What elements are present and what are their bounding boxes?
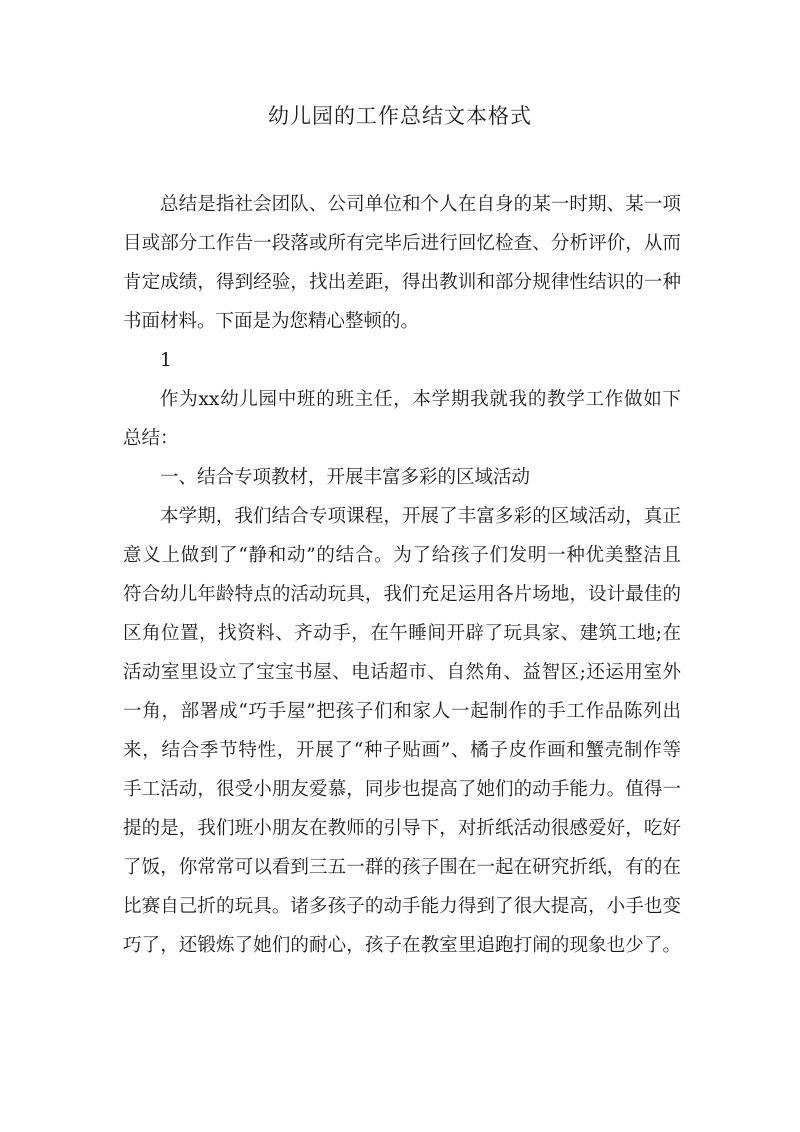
paragraph-line: 来，结合季节特性，开展了“种子贴画”、橘子皮作画和蟹壳制作等 [123,740,681,761]
paragraph-line: 比赛自己折的玩具。诸多孩子的动手能力得到了很大提高，小手也变 [123,896,681,917]
paragraph-line: 了饭，你常常可以看到三五一群的孩子围在一起在研究折纸，有的在 [123,857,681,878]
intro-line: 书面材料。下面是为您精心整顿的。 [123,311,420,332]
paragraph-line: 本学期，我们结合专项课程，开展了丰富多彩的区域活动，真正 [160,506,681,527]
opening-line: 作为xx幼儿园中班的班主任，本学期我就我的教学工作做如下 [160,389,681,410]
intro-line: 肯定成绩，得到经验，找出差距，得出教训和部分规律性结识的一种 [123,272,681,293]
paragraph-line: 符合幼儿年龄特点的活动玩具，我们充足运用各片场地，设计最佳的 [123,584,681,605]
opening-line: 总结： [123,428,179,449]
document-body [123,185,681,965]
document-title: 幼儿园的工作总结文本格式 [268,104,532,128]
section-number: 1 [160,350,172,371]
paragraph-line: 手工活动，很受小朋友爱慕，同步也提高了她们的动手能力。值得一 [123,779,681,800]
paragraph-line: 巧了，还锻炼了她们的耐心，孩子在教室里追跑打闹的现象也少了。 [123,935,681,956]
paragraph-line: 意义上做到了“静和动”的结合。为了给孩子们发明一种优美整洁且 [123,545,681,566]
paragraph-line: 活动室里设立了宝宝书屋、电话超市、自然角、益智区;还运用室外 [123,662,681,683]
intro-line: 目或部分工作告一段落或所有完毕后进行回忆检查、分析评价，从而 [123,233,681,254]
paragraph-line: 一角，部署成“巧手屋”把孩子们和家人一起制作的手工作品陈列出 [123,701,681,722]
intro-line: 总结是指社会团队、公司单位和个人在自身的某一时期、某一项 [160,194,681,215]
paragraph-line: 提的是，我们班小朋友在教师的引导下，对折纸活动很感爱好，吃好 [123,818,681,839]
paragraph-line: 区角位置，找资料、齐动手，在午睡间开辟了玩具家、建筑工地;在 [123,623,681,644]
section-heading: 一、结合专项教材，开展丰富多彩的区域活动 [160,467,531,488]
